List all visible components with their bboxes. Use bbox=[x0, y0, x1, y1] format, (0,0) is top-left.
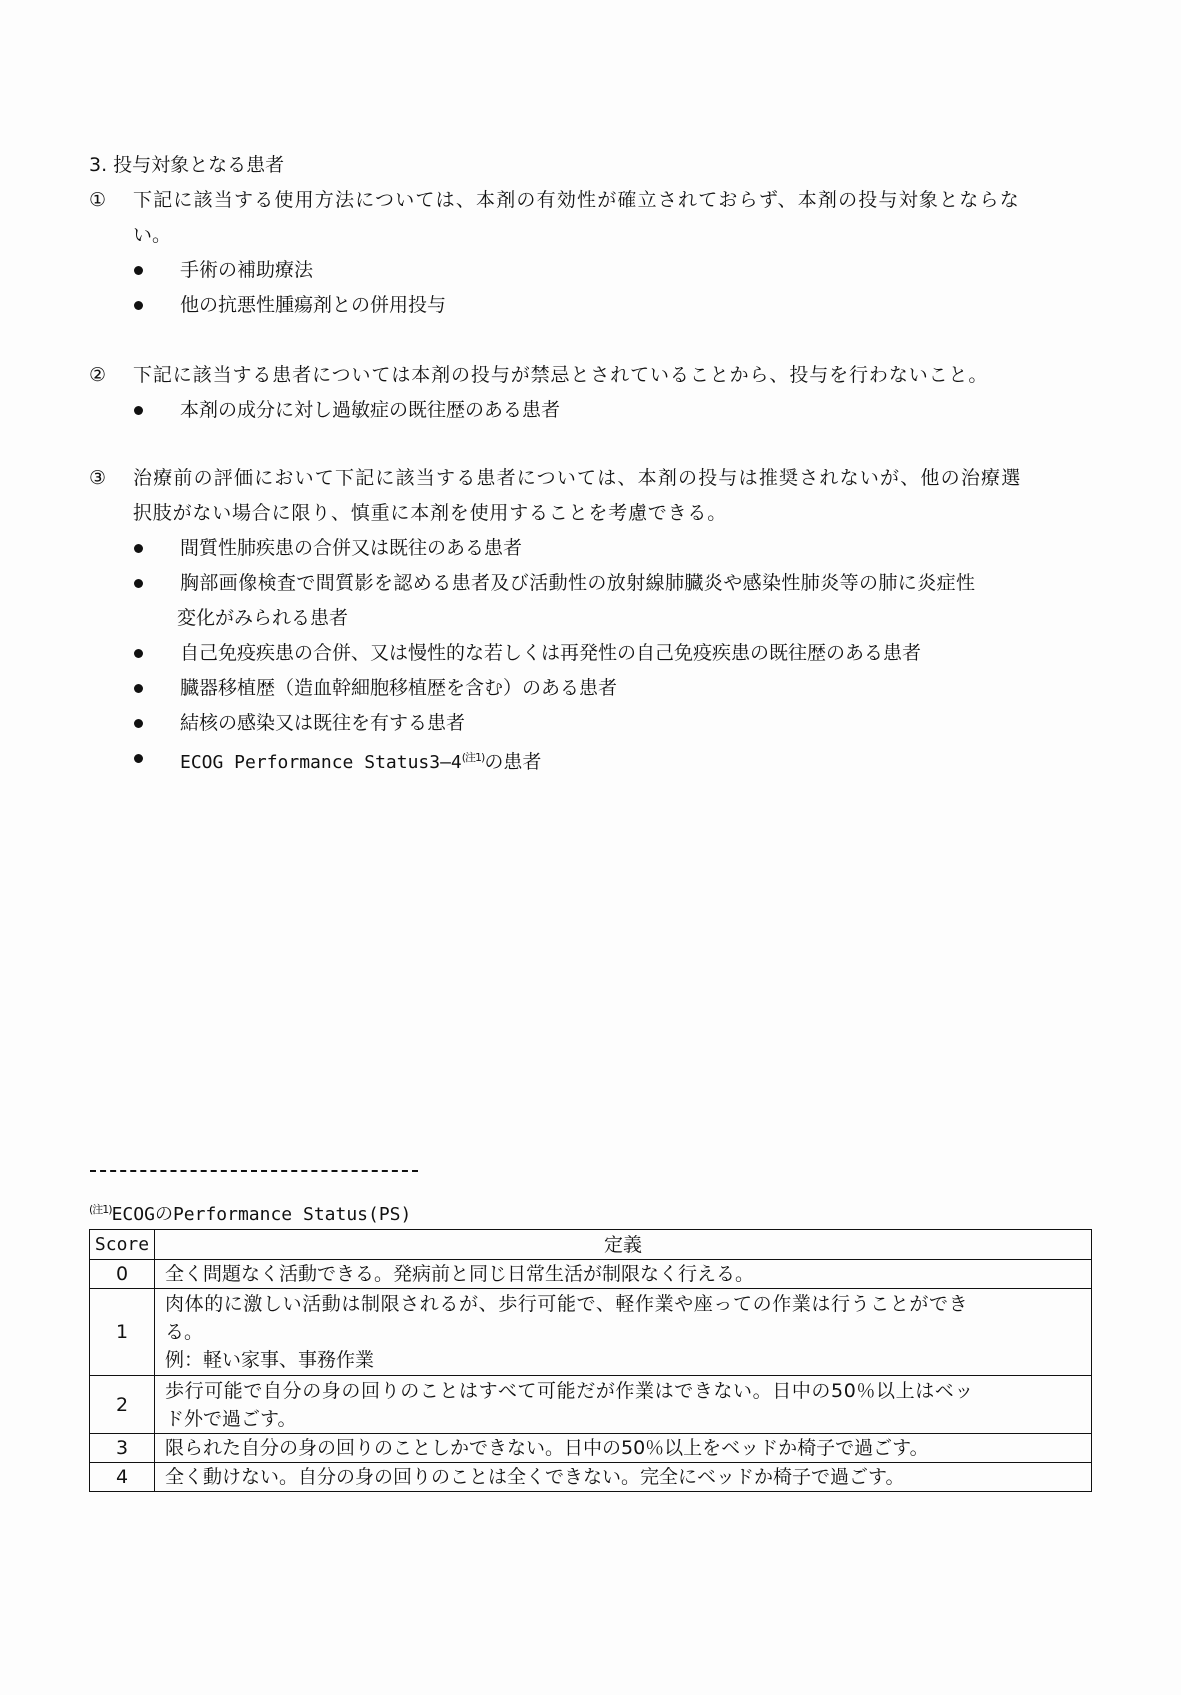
bullet-icon bbox=[134, 719, 143, 728]
item-2-bullet-1: 本剤の成分に対し過敏症の既往歴のある患者 bbox=[180, 399, 561, 421]
table-row bbox=[90, 1463, 1092, 1492]
item-2-marker: ② bbox=[89, 364, 107, 386]
table-header-row bbox=[90, 1230, 1092, 1260]
definition-line: 全く動けない。自分の身の回りのことは全くできない。完全にベッドか椅子で過ごす。 bbox=[165, 1466, 905, 1488]
definition-cell bbox=[155, 1260, 1092, 1289]
score-cell: 2 bbox=[90, 1376, 155, 1434]
header-definition: 定義 bbox=[155, 1230, 1092, 1260]
bullet-icon bbox=[134, 649, 143, 658]
item-3-text-line-2: 択肢がない場合に限り、慎重に本剤を使用することを考慮できる。 bbox=[133, 502, 728, 524]
score-cell: 3 bbox=[90, 1434, 155, 1463]
definition-cell bbox=[155, 1289, 1092, 1376]
score-cell: 0 bbox=[90, 1260, 155, 1289]
table-row bbox=[90, 1376, 1092, 1434]
footnote-ref: (注1) bbox=[461, 751, 485, 764]
item-3-bullet-ecog bbox=[180, 746, 541, 775]
item-1-bullet-1: 手術の補助療法 bbox=[180, 259, 314, 281]
table-row bbox=[90, 1434, 1092, 1463]
score-cell: 4 bbox=[90, 1463, 155, 1492]
footnote-separator bbox=[90, 1170, 418, 1172]
item-3-marker: ③ bbox=[89, 467, 107, 489]
ecog-bullet-suffix: の患者 bbox=[484, 751, 542, 773]
definition-line: 限られた自分の身の回りのことしかできない。日中の50％以上をベッドか椅子で過ごす。 bbox=[165, 1437, 929, 1459]
definition-line: 歩行可能で自分の身の回りのことはすべて可能だが作業はできない。日中の50％以上はベッ bbox=[165, 1379, 974, 1402]
footnote-marker: (注1) bbox=[89, 1203, 112, 1216]
item-3-bullet-5: 結核の感染又は既往を有する患者 bbox=[180, 712, 466, 734]
definition-cell bbox=[155, 1463, 1092, 1492]
definition-cell bbox=[155, 1434, 1092, 1463]
section-heading: 3. 投与対象となる患者 bbox=[89, 154, 285, 176]
item-3-text-line-1: 治療前の評価において下記に該当する患者については、本剤の投与は推奨されないが、他の治療選 bbox=[133, 467, 1022, 489]
table-row bbox=[90, 1260, 1092, 1289]
bullet-icon bbox=[134, 754, 143, 763]
item-1-text-line-2: い。 bbox=[133, 224, 172, 246]
definition-line: る。 bbox=[165, 1321, 204, 1343]
header-score: Score bbox=[90, 1230, 155, 1260]
bullet-icon bbox=[134, 266, 143, 275]
definition-cell bbox=[155, 1376, 1092, 1434]
item-3-bullet-1: 間質性肺疾患の合併又は既往のある患者 bbox=[180, 537, 523, 559]
item-2-text-line-1: 下記に該当する患者については本剤の投与が禁忌とされていることから、投与を行わないこと。 bbox=[133, 364, 989, 386]
score-cell: 1 bbox=[90, 1289, 155, 1376]
definition-line: 全く問題なく活動できる。発病前と同じ日常生活が制限なく行える。 bbox=[165, 1263, 755, 1285]
ecog-bullet-prefix: ECOG Performance Status3―4 bbox=[180, 752, 462, 773]
bullet-icon bbox=[134, 406, 143, 415]
item-3-bullet-2-continuation: 変化がみられる患者 bbox=[177, 607, 349, 629]
definition-line: 例：軽い家事、事務作業 bbox=[165, 1349, 375, 1371]
definition-line: 肉体的に激しい活動は制限されるが、歩行可能で、軽作業や座っての作業は行うことができ bbox=[165, 1293, 969, 1315]
definition-line: ド外で過ごす。 bbox=[165, 1407, 297, 1430]
footnote-title-text: ECOGのPerformance Status(PS) bbox=[111, 1204, 412, 1225]
item-3-bullet-2: 胸部画像検査で間質影を認める患者及び活動性の放射線肺臓炎や感染性肺炎等の肺に炎症性 bbox=[180, 572, 976, 594]
bullet-icon bbox=[134, 579, 143, 588]
item-1-text-line-1: 下記に該当する使用方法については、本剤の有効性が確立されておらず、本剤の投与対象とならな bbox=[133, 189, 1020, 211]
item-1-bullet-2: 他の抗悪性腫瘍剤との併用投与 bbox=[180, 294, 447, 316]
table-row bbox=[90, 1289, 1092, 1376]
item-1-marker: ① bbox=[89, 189, 107, 211]
bullet-icon bbox=[134, 544, 143, 553]
item-3-bullet-4: 臓器移植歴（造血幹細胞移植歴を含む）のある患者 bbox=[180, 677, 618, 699]
item-3-bullet-3: 自己免疫疾患の合併、又は慢性的な若しくは再発性の自己免疫疾患の既往歴のある患者 bbox=[180, 642, 922, 664]
bullet-icon bbox=[134, 684, 143, 693]
performance-status-table bbox=[89, 1229, 1092, 1492]
bullet-icon bbox=[134, 301, 143, 310]
footnote-title bbox=[89, 1198, 411, 1227]
